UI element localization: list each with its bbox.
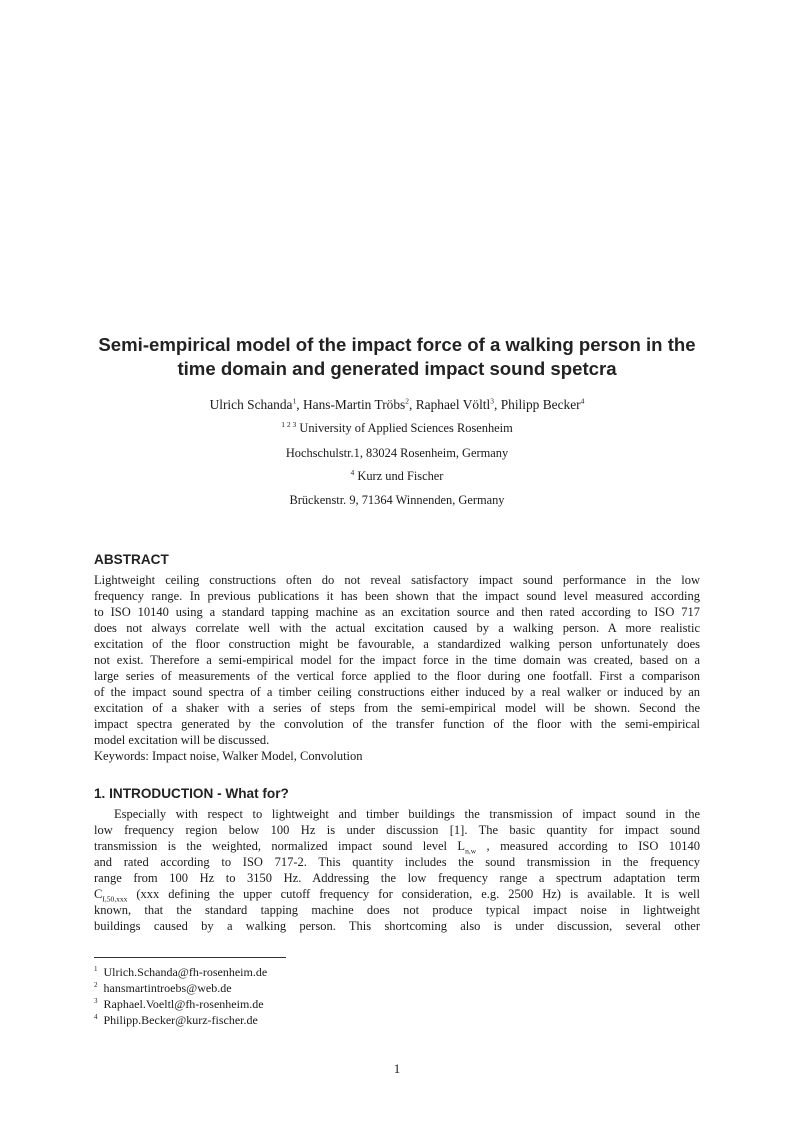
abstract-line: excitation of the floor construction might be favourable, a standardized walking person unfortunately does [94, 637, 700, 651]
introduction-body [94, 806, 700, 934]
intro-line: range from 100 Hz to 3150 Hz. Addressing the low frequency range a spectrum adaptation term [94, 871, 700, 885]
author-name: Hans-Martin Tröbs [302, 397, 406, 412]
abstract-line: large series of measurements of the vertical force applied to the floor during one footfall. First a comparison [94, 669, 700, 683]
footnote: $^3$ Raphael.Voeltl@fh-rosenheim.de [94, 997, 264, 1011]
abstract-line: excitation of a shaker with a series of steps from the semi-empirical model will be shown. Second the [94, 701, 700, 715]
intro-line: $C_{I,50,xxx}$ (xxx defining the upper cutoff frequency for consideration, e.g. 2500 Hz) is available. It is well [94, 887, 700, 904]
ci-subscript: I,50,xxx [102, 894, 128, 904]
affiliation-2 [0, 468, 794, 484]
footnote-divider [94, 957, 286, 958]
abstract-line: of the impact sound spectra of a timber ceiling constructions either induced by a real walker or induced by an [94, 685, 700, 699]
abstract-line: does not always correlate well with the actual excitation caused by a walking person. A more realistic [94, 621, 700, 635]
author-name: Raphael Völtl [415, 397, 491, 412]
affiliation-1-name: University of Applied Sciences Rosenheim [299, 421, 513, 435]
keywords: Keywords: Impact noise, Walker Model, Convolution [94, 749, 363, 763]
footnotes [94, 964, 267, 1028]
section-heading-introduction: 1. INTRODUCTION - What for? [94, 786, 289, 801]
lnw-subscript: n,w [465, 846, 477, 856]
intro-line: low frequency region below 100 Hz is under discussion [1]. The basic quantity for impact sound [94, 823, 700, 837]
intro-line: known, that the standard tapping machine does not produce typical impact noise in lightweight [94, 903, 700, 917]
affiliation-2-mark: 4 [350, 467, 355, 477]
intro-line: Especially with respect to lightweight and timber buildings the transmission of impact sound in the [114, 807, 700, 821]
abstract-line: model excitation will be discussed. [94, 733, 270, 747]
page-number: 1 [393, 1061, 401, 1076]
intro-line: buildings caused by a walking person. This shortcoming also is under discussion, several other [94, 919, 700, 933]
abstract-line: not exist. Therefore a semi-empirical model for the impact force in the time domain was created, based on a [94, 653, 700, 667]
affiliation-1-marks: 1 2 3 [281, 419, 297, 429]
affiliation-1-address: Hochschulstr.1, 83024 Rosenheim, Germany [285, 446, 509, 460]
abstract-line: Lightweight ceiling constructions often do not reveal satisfactory impact sound performance in the low [94, 573, 700, 587]
author-list: Ulrich Schanda$^1$, Hans-Martin Tröbs$^2$, Raphael Völtl$^3$, Philipp Becker$^4$ [209, 396, 585, 412]
author-name: Ulrich Schanda [209, 397, 293, 412]
abstract-line: frequency range. In previous publications it has been shown that the impact sound level measured according [94, 589, 700, 603]
abstract-line: to ISO 10140 using a standard tapping machine as an excitation source and then rated according to ISO 717 [94, 605, 700, 619]
author-mark: 2 [405, 396, 410, 406]
title-line-1: Semi-empirical model of the impact force of a walking person in the [98, 334, 696, 355]
footnote: $^4$ Philipp.Becker@kurz-fischer.de [94, 1013, 258, 1027]
footnote: $^1$ Ulrich.Schanda@fh-rosenheim.de [94, 965, 268, 979]
intro-line: transmission is the weighted, normalized impact sound level $L_{n,w}$ , measured according to ISO 10140 [94, 839, 701, 856]
affiliation-1 [0, 420, 794, 436]
affiliation-2-name: Kurz und Fischer [357, 469, 444, 483]
author-name: Philipp Becker [500, 397, 581, 412]
paper-title [60, 333, 734, 381]
footnote: $^2$ hansmartintroebs@web.de [94, 981, 232, 995]
footnote-email: Raphael.Voeltl@fh-rosenheim.de [103, 997, 264, 1011]
footnote-email: hansmartintroebs@web.de [103, 981, 232, 995]
abstract-heading: ABSTRACT [94, 552, 169, 567]
footnote-email: Ulrich.Schanda@fh-rosenheim.de [103, 965, 268, 979]
author-mark: 4 [580, 396, 585, 406]
author-mark: 3 [490, 396, 494, 406]
affiliation-2-address: Brückenstr. 9, 71364 Winnenden, Germany [289, 493, 505, 507]
title-line-2: time domain and generated impact sound spetcra [177, 358, 617, 379]
intro-line: and rated according to ISO 717-2. This quantity includes the sound transmission in the frequency [94, 855, 700, 869]
abstract-line: impact spectra generated by the convolution of the transfer function of the floor with the semi-empirical [94, 717, 700, 731]
author-mark: 1 [292, 396, 297, 406]
abstract-body [94, 572, 700, 764]
footnote-email: Philipp.Becker@kurz-fischer.de [103, 1013, 258, 1027]
